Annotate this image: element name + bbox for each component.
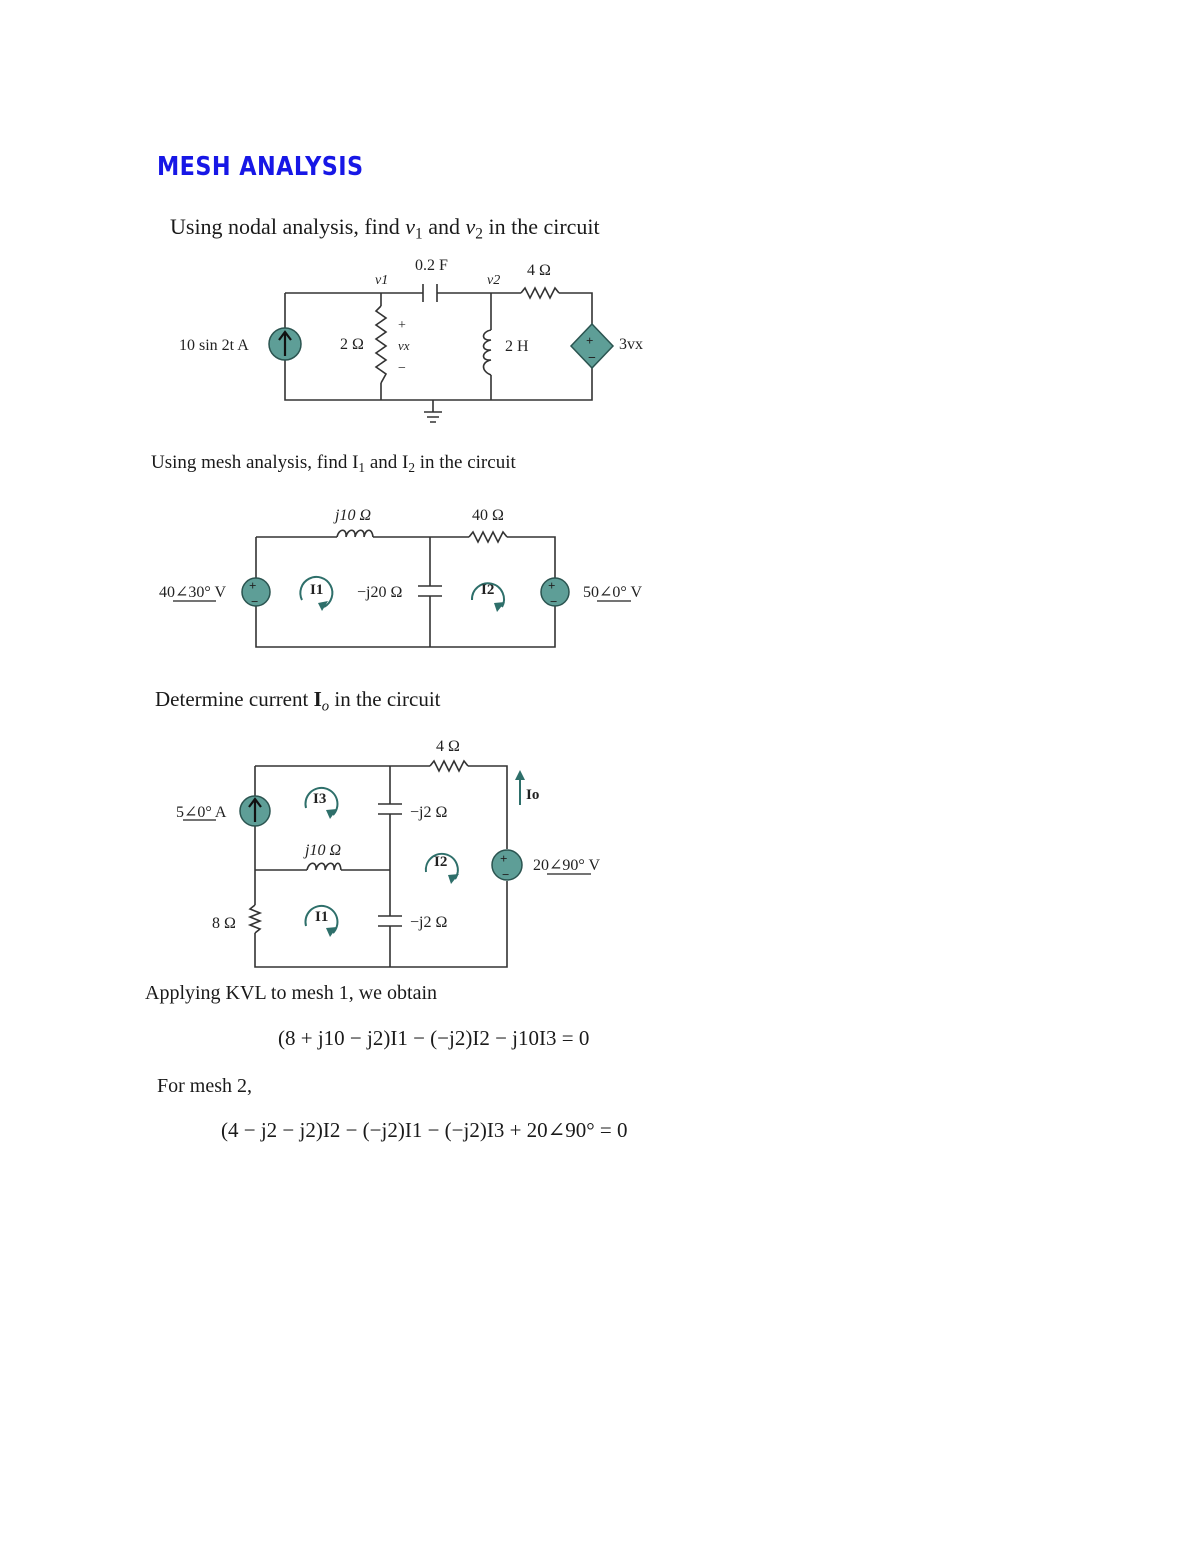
mesh-2-label: I2 xyxy=(481,582,495,598)
vx-minus: − xyxy=(398,361,406,376)
inductor-j10 xyxy=(307,863,341,870)
voltage-source-label: 20∠90° V xyxy=(533,857,601,874)
right-source-label: 50∠0° V xyxy=(583,584,643,601)
mesh-1-label: I1 xyxy=(310,582,324,598)
resistor-8 xyxy=(250,905,260,933)
svg-text:−: − xyxy=(251,594,259,609)
inductor-label: j10 Ω xyxy=(305,842,342,859)
resistor-label: 40 Ω xyxy=(472,507,504,524)
cap-bottom-label: −j2 Ω xyxy=(410,914,448,931)
node-v1-label: v1 xyxy=(375,273,389,288)
equation-1: (8 + j10 − j2)I1 − (−j2)I2 − j10I3 = 0 xyxy=(278,1026,590,1050)
capacitor-label: 0.2 F xyxy=(415,257,448,274)
resistor-left-label: 2 Ω xyxy=(340,336,364,353)
cap-top-label: −j2 Ω xyxy=(410,804,448,821)
node-v2-label: v2 xyxy=(487,273,501,288)
paragraph-1: Applying KVL to mesh 1, we obtain xyxy=(145,982,438,1004)
inductor-label: j10 Ω xyxy=(335,507,372,524)
dep-source-label: 3vx xyxy=(619,336,643,353)
io-arrow xyxy=(515,770,525,780)
question-3: Determine current $I_o$ in the circuit xyxy=(155,687,441,715)
svg-text:+: + xyxy=(586,333,594,348)
current-source-label: 5∠0° A xyxy=(176,804,227,821)
vx-plus: + xyxy=(398,318,406,333)
question-2: Using mesh analysis, find $I_1$ and $I_2$ in the circuit xyxy=(151,452,516,475)
capacitor-bottom xyxy=(378,916,402,926)
resistor-4 xyxy=(430,761,468,771)
inductor-label: 2 H xyxy=(505,338,529,355)
equation-2: (4 − j2 − j2)I2 − (−j2)I1 − (−j2)I3 + 20∠90° = 0 xyxy=(221,1118,628,1142)
svg-text:+: + xyxy=(249,578,257,593)
question-1: Using nodal analysis, find $v_1$ and $v_2$ in the circuit xyxy=(170,214,600,243)
resistor-top-label: 4 Ω xyxy=(436,738,460,755)
svg-text:−: − xyxy=(502,867,510,882)
svg-text:+: + xyxy=(500,851,508,866)
source-label: 10 sin 2t A xyxy=(179,337,249,354)
svg-text:−: − xyxy=(588,351,596,366)
svg-text:−: − xyxy=(550,594,558,609)
vx-label: vx xyxy=(398,338,410,353)
capacitor-top xyxy=(378,804,402,814)
resistor-left-label: 8 Ω xyxy=(212,915,236,932)
svg-text:+: + xyxy=(548,578,556,593)
resistor-top-label: 4 Ω xyxy=(527,262,551,279)
mesh-3-label: I3 xyxy=(313,791,327,807)
mesh-2-label: I2 xyxy=(434,854,448,870)
paragraph-2: For mesh 2, xyxy=(157,1075,252,1097)
io-label: Io xyxy=(526,787,540,803)
capacitor-label: −j20 Ω xyxy=(357,584,403,601)
left-source-label: 40∠30° V xyxy=(159,584,227,601)
page-title: MESH ANALYSIS xyxy=(157,152,364,182)
mesh-1-label: I1 xyxy=(315,909,329,925)
